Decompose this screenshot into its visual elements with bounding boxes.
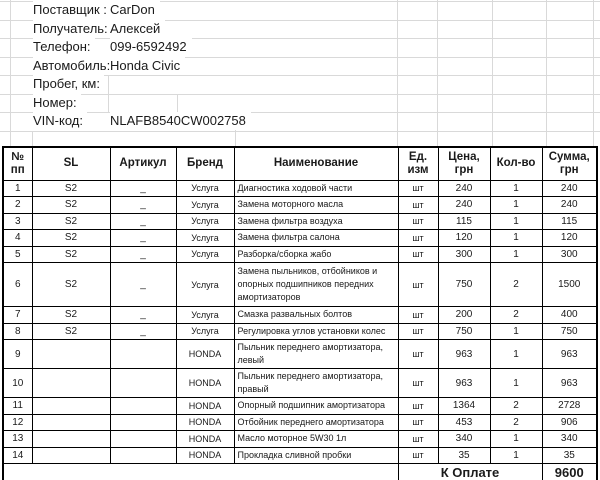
info-row-vin: [0, 112, 600, 131]
table-row: [3, 398, 597, 415]
cell-sl: S2: [32, 213, 110, 230]
cell-num: 6: [3, 263, 32, 307]
table-row: [3, 230, 597, 247]
cell-unit: шт: [398, 263, 438, 307]
cell-brand: HONDA: [176, 369, 234, 398]
col-header-article: Артикул: [110, 147, 176, 180]
cell-sl: [32, 414, 110, 431]
table-row: [3, 246, 597, 263]
table-row: [3, 414, 597, 431]
cell-num: 11: [3, 398, 32, 415]
cell-price: 200: [438, 307, 490, 324]
car-value: Honda Civic: [110, 57, 185, 75]
cell-article: _: [110, 323, 176, 340]
info-row-supplier: [0, 1, 600, 20]
phone-value: 099-6592492: [110, 38, 192, 56]
cell-qty: 1: [490, 197, 542, 214]
cell-sum: 906: [542, 414, 597, 431]
cell-sl: [32, 431, 110, 448]
cell-name: Замена фильтра салона: [234, 230, 398, 247]
cell-name: Замена моторного масла: [234, 197, 398, 214]
cell-num: 13: [3, 431, 32, 448]
cell-article: [110, 431, 176, 448]
cell-brand: Услуга: [176, 246, 234, 263]
mileage-label: Пробег, км:: [33, 75, 104, 93]
cell-qty: 1: [490, 180, 542, 197]
cell-qty: 1: [490, 447, 542, 464]
table-row: [3, 197, 597, 214]
cell-qty: 2: [490, 398, 542, 415]
cell-sl: [32, 447, 110, 464]
table-row: [3, 180, 597, 197]
cell-qty: 2: [490, 414, 542, 431]
cell-sl: [32, 340, 110, 369]
cell-article: _: [110, 230, 176, 247]
cell-num: 3: [3, 213, 32, 230]
cell-price: 120: [438, 230, 490, 247]
cell-num: 14: [3, 447, 32, 464]
cell-brand: HONDA: [176, 414, 234, 431]
info-row-recipient: [0, 20, 600, 39]
table-row: [3, 447, 597, 464]
cell-unit: шт: [398, 369, 438, 398]
supplier-label: Поставщик :: [33, 1, 111, 19]
cell-unit: шт: [398, 307, 438, 324]
cell-article: _: [110, 263, 176, 307]
cell-unit: шт: [398, 197, 438, 214]
cell-qty: 1: [490, 369, 542, 398]
cell-sum: 340: [542, 431, 597, 448]
total-row: [3, 464, 597, 480]
cell-sum: 400: [542, 307, 597, 324]
cell-sl: [32, 369, 110, 398]
cell-price: 750: [438, 323, 490, 340]
cell-sl: S2: [32, 246, 110, 263]
cell-brand: HONDA: [176, 398, 234, 415]
cell-article: [110, 369, 176, 398]
cell-name: Смазка развальных болтов: [234, 307, 398, 324]
cell-price: 1364: [438, 398, 490, 415]
total-value: 9600: [542, 464, 597, 480]
cell-brand: HONDA: [176, 340, 234, 369]
cell-num: 10: [3, 369, 32, 398]
order-info-section: [0, 0, 600, 146]
cell-article: _: [110, 213, 176, 230]
col-header-name: Наименование: [234, 147, 398, 180]
cell-price: 340: [438, 431, 490, 448]
cell-brand: Услуга: [176, 263, 234, 307]
cell-num: 9: [3, 340, 32, 369]
cell-name: Регулировка углов установки колес: [234, 323, 398, 340]
cell-brand: Услуга: [176, 213, 234, 230]
cell-name: Масло моторное 5W30 1л: [234, 431, 398, 448]
cell-unit: шт: [398, 180, 438, 197]
phone-label: Телефон:: [33, 38, 95, 56]
cell-price: 240: [438, 197, 490, 214]
cell-article: _: [110, 180, 176, 197]
cell-price: 115: [438, 213, 490, 230]
col-header-unit: Ед. изм: [398, 147, 438, 180]
cell-article: [110, 340, 176, 369]
cell-sum: 120: [542, 230, 597, 247]
cell-price: 963: [438, 369, 490, 398]
table-row: [3, 307, 597, 324]
cell-num: 12: [3, 414, 32, 431]
cell-brand: Услуга: [176, 230, 234, 247]
cell-price: 453: [438, 414, 490, 431]
cell-brand: Услуга: [176, 180, 234, 197]
cell-sum: 240: [542, 180, 597, 197]
cell-name: Замена фильтра воздуха: [234, 213, 398, 230]
cell-sum: 240: [542, 197, 597, 214]
col-header-brand: Бренд: [176, 147, 234, 180]
cell-sum: 35: [542, 447, 597, 464]
cell-unit: шт: [398, 447, 438, 464]
col-header-sl: SL: [32, 147, 110, 180]
col-header-sum: Сумма, грн: [542, 147, 597, 180]
cell-price: 35: [438, 447, 490, 464]
cell-brand: Услуга: [176, 197, 234, 214]
col-header-num: № пп: [3, 147, 32, 180]
cell-qty: 1: [490, 213, 542, 230]
cell-sl: S2: [32, 263, 110, 307]
cell-name: Замена пыльников, отбойников и опорных подшипников передних амортизаторов: [234, 263, 398, 307]
cell-name: Диагностика ходовой части: [234, 180, 398, 197]
table-row: [3, 340, 597, 369]
cell-price: 750: [438, 263, 490, 307]
col-header-price: Цена, грн: [438, 147, 490, 180]
cell-sl: S2: [32, 180, 110, 197]
cell-price: 300: [438, 246, 490, 263]
col-header-qty: Кол-во: [490, 147, 542, 180]
cell-name: Опорный подшипник амортизатора: [234, 398, 398, 415]
cell-sum: 115: [542, 213, 597, 230]
cell-unit: шт: [398, 431, 438, 448]
table-row: [3, 431, 597, 448]
cell-sl: S2: [32, 323, 110, 340]
cell-num: 8: [3, 323, 32, 340]
cell-qty: 2: [490, 307, 542, 324]
cell-num: 2: [3, 197, 32, 214]
info-row-number: [0, 94, 600, 113]
cell-name: Отбойник переднего амортизатора: [234, 414, 398, 431]
cell-qty: 1: [490, 230, 542, 247]
cell-sum: 963: [542, 369, 597, 398]
cell-unit: шт: [398, 398, 438, 415]
info-row-mileage: [0, 75, 600, 94]
cell-sum: 750: [542, 323, 597, 340]
gridline: [0, 131, 600, 132]
header-row: [3, 147, 597, 180]
gridline: [32, 131, 33, 146]
cell-sum: 963: [542, 340, 597, 369]
cell-name: Прокладка сливной пробки: [234, 447, 398, 464]
cell-qty: 1: [490, 246, 542, 263]
cell-sl: S2: [32, 307, 110, 324]
cell-brand: HONDA: [176, 447, 234, 464]
cell-article: [110, 398, 176, 415]
info-row-car: [0, 57, 600, 76]
recipient-label: Получатель:: [33, 20, 112, 38]
cell-article: [110, 414, 176, 431]
cell-name: Разборка/сборка жабо: [234, 246, 398, 263]
car-label: Автомобиль:: [33, 57, 114, 75]
info-row-phone: [0, 38, 600, 57]
cell-unit: шт: [398, 414, 438, 431]
cell-num: 5: [3, 246, 32, 263]
cell-sum: 300: [542, 246, 597, 263]
vin-label: VIN-код:: [33, 112, 87, 130]
cell-sum: 2728: [542, 398, 597, 415]
cell-qty: 1: [490, 340, 542, 369]
cell-qty: 1: [490, 431, 542, 448]
cell-sl: S2: [32, 197, 110, 214]
cell-unit: шт: [398, 230, 438, 247]
cell-num: 1: [3, 180, 32, 197]
total-label: К Оплате: [398, 464, 542, 480]
cell-num: 7: [3, 307, 32, 324]
cell-price: 240: [438, 180, 490, 197]
cell-article: _: [110, 197, 176, 214]
cell-name: Пыльник переднего амортизатора, правый: [234, 369, 398, 398]
table-row: [3, 369, 597, 398]
cell-unit: шт: [398, 323, 438, 340]
cell-sl: [32, 398, 110, 415]
recipient-value: Алексей: [110, 20, 165, 38]
cell-brand: Услуга: [176, 323, 234, 340]
number-label: Номер:: [33, 94, 81, 112]
cell-brand: Услуга: [176, 307, 234, 324]
cell-unit: шт: [398, 340, 438, 369]
table-row: [3, 213, 597, 230]
cell-sum: 1500: [542, 263, 597, 307]
items-table: [2, 146, 598, 480]
cell-brand: HONDA: [176, 431, 234, 448]
cell-num: 4: [3, 230, 32, 247]
cell-price: 963: [438, 340, 490, 369]
cell-article: [110, 447, 176, 464]
cell-sl: S2: [32, 230, 110, 247]
cell-unit: шт: [398, 213, 438, 230]
table-row: [3, 263, 597, 307]
cell-unit: шт: [398, 246, 438, 263]
cell-article: _: [110, 307, 176, 324]
total-row-spacer: [3, 464, 398, 480]
cell-qty: 1: [490, 323, 542, 340]
cell-qty: 2: [490, 263, 542, 307]
table-row: [3, 323, 597, 340]
cell-name: Пыльник переднего амортизатора, левый: [234, 340, 398, 369]
vin-value: NLAFB8540CW002758: [110, 112, 251, 130]
cell-article: _: [110, 246, 176, 263]
supplier-value: CarDon: [110, 1, 160, 19]
